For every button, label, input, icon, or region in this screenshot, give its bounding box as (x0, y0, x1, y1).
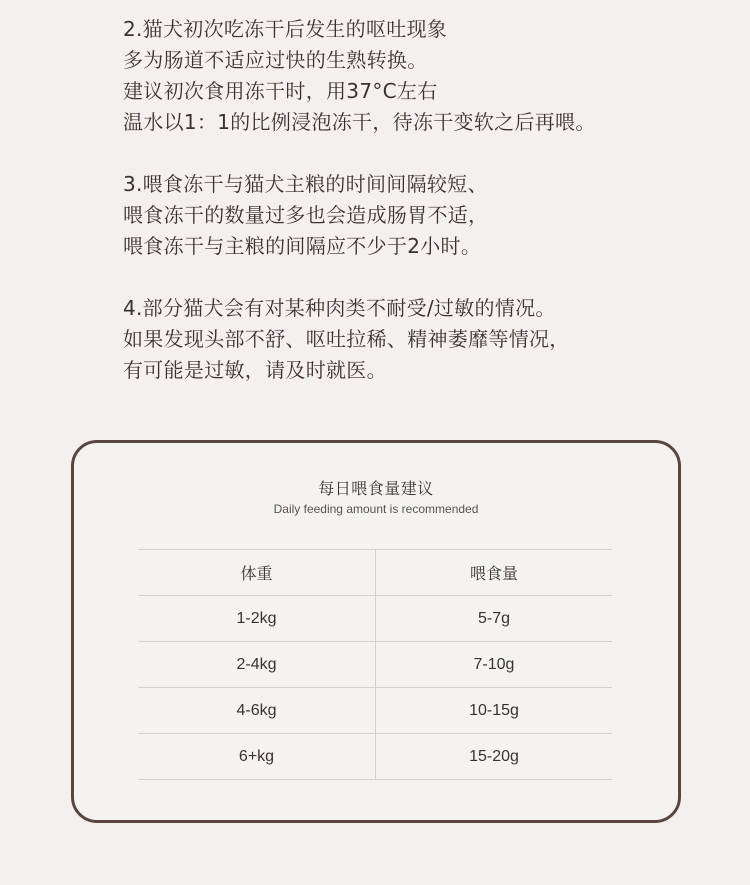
note-paragraph-2 (123, 14, 743, 138)
note-line: 3.喂食冻干与猫犬主粮的时间间隔较短、 (123, 172, 488, 196)
note-line: 如果发现头部不舒、呕吐拉稀、精神萎靡等情况， (123, 327, 570, 351)
card-subtitle: Daily feeding amount is recommended (273, 502, 479, 516)
table-header-row (138, 550, 612, 596)
amount-cell: 10-15g (376, 688, 613, 734)
table-row (138, 734, 612, 780)
note-line: 4.部分猫犬会有对某种肉类不耐受/过敏的情况。 (123, 296, 556, 320)
table-row (138, 596, 612, 642)
weight-cell: 2-4kg (138, 642, 376, 688)
note-paragraph-3 (123, 169, 743, 262)
feeding-notes (123, 14, 743, 417)
note-line: 建议初次食用冻干时，用37°C左右 (123, 79, 438, 103)
table-row (138, 642, 612, 688)
feeding-amount-card (71, 440, 681, 823)
note-line: 多为肠道不适应过快的生熟转换。 (123, 48, 428, 72)
weight-cell: 6+kg (138, 734, 376, 780)
feeding-table (138, 549, 612, 780)
amount-cell: 5-7g (376, 596, 613, 642)
amount-cell: 15-20g (376, 734, 613, 780)
weight-cell: 1-2kg (138, 596, 376, 642)
note-line: 温水以1：1的比例浸泡冻干，待冻干变软之后再喂。 (123, 110, 596, 134)
note-paragraph-4 (123, 293, 743, 386)
table-row (138, 688, 612, 734)
card-title: 每日喂食量建议 (318, 479, 434, 498)
note-line: 喂食冻干与主粮的间隔应不少于2小时。 (123, 234, 482, 258)
note-line: 喂食冻干的数量过多也会造成肠胃不适， (123, 203, 489, 227)
weight-column-header: 体重 (138, 550, 376, 596)
weight-cell: 4-6kg (138, 688, 376, 734)
amount-cell: 7-10g (376, 642, 613, 688)
note-line: 有可能是过敏，请及时就医。 (123, 358, 387, 382)
amount-column-header: 喂食量 (376, 550, 613, 596)
note-line: 2.猫犬初次吃冻干后发生的呕吐现象 (123, 17, 448, 41)
